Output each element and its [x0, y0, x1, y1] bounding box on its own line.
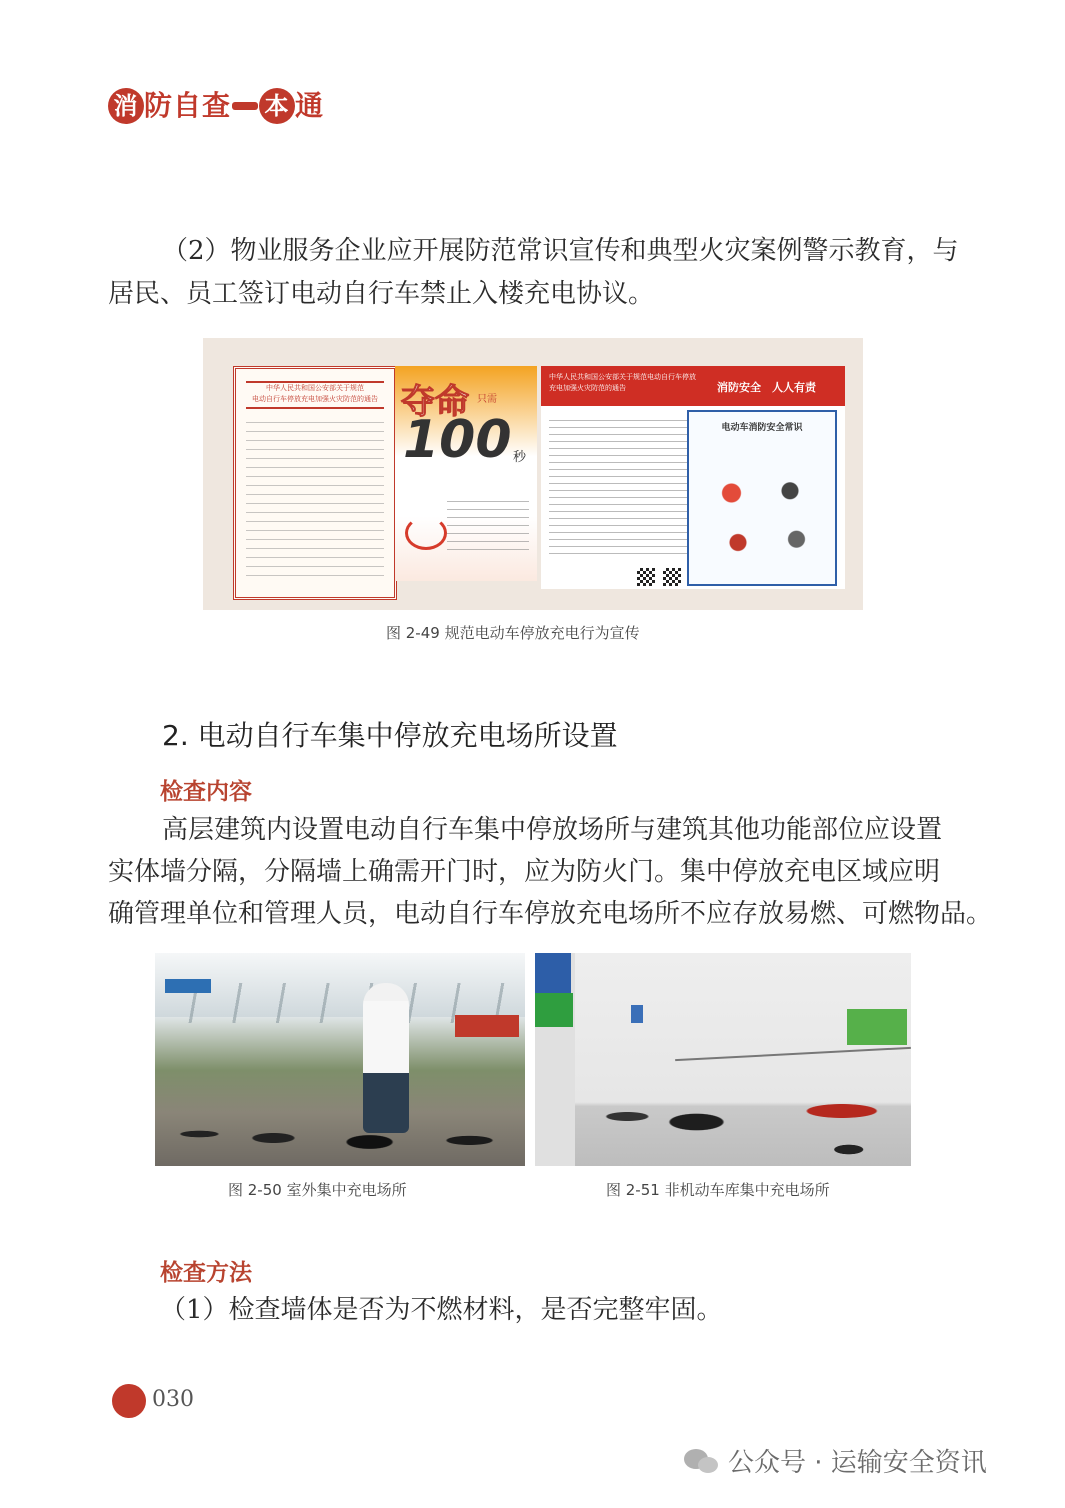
poster-unit: 秒	[513, 450, 527, 465]
qr-code-icon	[663, 568, 681, 586]
poster-box-title: 电动车消防安全常识	[721, 423, 803, 433]
poster-left-title: 电动自行车停放充电加强火灾防范的通告	[252, 395, 378, 403]
check-content-line-1: 高层建筑内设置电动自行车集中停放场所与建筑其他功能部位应设置	[162, 815, 943, 845]
check-content-heading: 检查内容	[160, 779, 252, 805]
check-content-line-3: 确管理单位和管理人员，电动自行车停放充电场所不应存放易燃、可燃物品。	[108, 899, 993, 929]
parked-scooters	[565, 1056, 911, 1166]
blue-sign	[165, 979, 211, 993]
watermark	[684, 1440, 987, 1480]
logo-char: 消	[108, 88, 144, 124]
charging-zone-label	[535, 993, 573, 1027]
paragraph-1-line-1: （2）物业服务企业应开展防范常识宣传和典型火灾案例警示教育，与	[162, 236, 959, 266]
poster-left-title: 中华人民共和国公安部关于规范	[266, 384, 364, 392]
scooter-fire-icon	[405, 516, 447, 550]
poster-sub: 只需	[477, 394, 497, 405]
poster-fire-safety-common-sense	[541, 366, 845, 589]
check-content-line-2: 实体墙分隔，分隔墙上确需开门时，应为防火门。集中停放充电区域应明	[108, 857, 941, 887]
page-number: 030	[152, 1387, 194, 1412]
figure-2-49-caption: 图 2-49 规范电动车停放充电行为宣传	[386, 624, 640, 642]
book-logo	[108, 86, 324, 126]
photo-garage-charging-area	[535, 953, 911, 1166]
poster-illustrations	[699, 460, 829, 570]
poster-right-slogan: 消防安全 人人有责	[717, 381, 816, 394]
poster-notice-left	[233, 366, 397, 600]
parked-scooters	[155, 1078, 525, 1158]
watermark-text: 公众号 · 运输安全资讯	[728, 1447, 987, 1478]
wall-notice	[631, 1005, 643, 1023]
section-title: 2. 电动自行车集中停放充电场所设置	[162, 719, 618, 752]
page-number-dot	[112, 1384, 146, 1418]
figure-2-51-caption: 图 2-51 非机动车库集中充电场所	[606, 1181, 830, 1199]
fire-officer	[363, 983, 409, 1133]
check-method-heading: 检查方法	[160, 1260, 252, 1286]
poster-right-header: 中华人民共和国公安部关于规范电动自行车停放充电加强火灾防范的通告	[549, 373, 696, 392]
paragraph-1-line-2: 居民、员工签订电动自行车禁止入楼充电协议。	[108, 279, 655, 309]
qr-code-icon	[637, 568, 655, 586]
wechat-icon	[684, 1445, 720, 1475]
poster-headline: 夺命	[401, 382, 469, 422]
photo-outdoor-charging-area	[155, 953, 525, 1166]
logo-char: 通	[295, 89, 325, 122]
parking-sign	[455, 1015, 519, 1037]
logo-char: 本	[259, 88, 295, 124]
poster-text-lines	[447, 496, 529, 556]
green-notice-board	[847, 1009, 907, 1045]
logo-char: 自	[173, 89, 203, 122]
logo-char: 防	[144, 89, 174, 122]
figure-2-50-caption: 图 2-50 室外集中充电场所	[228, 1181, 407, 1199]
check-method-item-1: （1）检查墙体是否为不燃材料，是否完整牢固。	[160, 1295, 723, 1325]
zone-number-sign	[535, 953, 571, 993]
poster-100-seconds	[395, 366, 537, 581]
photo-fire-safety-posters	[203, 338, 863, 610]
poster-number: 100	[403, 410, 512, 470]
poster-right-band	[541, 366, 845, 406]
logo-dash	[232, 102, 258, 110]
logo-char: 查	[202, 89, 232, 122]
poster-text-lines	[246, 417, 384, 581]
poster-text-lines	[549, 416, 687, 556]
